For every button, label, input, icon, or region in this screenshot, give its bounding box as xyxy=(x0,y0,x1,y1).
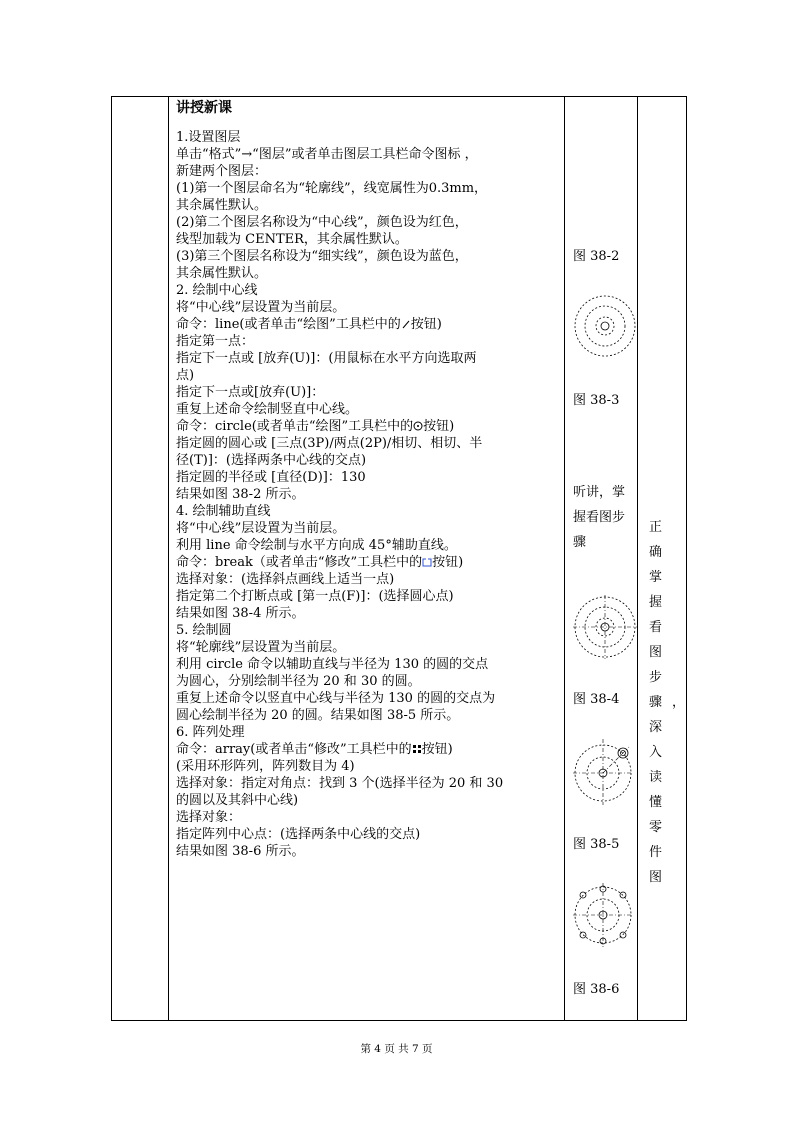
content-line xyxy=(176,741,565,758)
content-line: 重复上述命令以竖直中心线与半径为 130 的圆的交点为 xyxy=(176,691,496,706)
student-activity xyxy=(573,480,635,555)
content-line xyxy=(176,316,565,333)
content-line: 其余属性默认。 xyxy=(176,198,268,213)
line-tool-icon xyxy=(401,319,411,329)
content-line: 线型加载为 CENTER，其余属性默认。 xyxy=(176,232,408,247)
content-line: (2)第二个图层名称设为“中心线”，颜色设为红色， xyxy=(176,215,468,230)
column-divider xyxy=(637,97,638,1020)
content-text: 按钮) xyxy=(410,317,442,332)
content-line: 结果如图 38-4 所示。 xyxy=(176,606,305,621)
objective-line: 图 xyxy=(649,870,673,885)
break-tool-icon xyxy=(422,557,432,567)
content-line: 结果如图 38-6 所示。 xyxy=(176,844,305,859)
content-text: 命令：circle(或者单击“绘图”工具栏中的 xyxy=(176,419,414,434)
content-line: 6. 阵列处理 xyxy=(176,725,245,740)
column-divider xyxy=(168,97,169,1020)
content-line: 1.设置图层 xyxy=(176,130,241,145)
objective-text xyxy=(649,515,696,890)
content-line: 利用 circle 命令以辅助直线与半径为 130 的圆的交点 xyxy=(176,657,489,672)
content-text: 按钮) xyxy=(421,742,453,757)
figure-label: 图 38-2 xyxy=(573,249,620,264)
content-line: 重复上述命令绘制竖直中心线。 xyxy=(176,402,359,417)
content-line: 结果如图 38-2 所示。 xyxy=(176,487,305,502)
content-text: 命令：line(或者单击“绘图”工具栏中的 xyxy=(176,317,401,332)
content-line: 5. 绘制圆 xyxy=(176,623,232,638)
figure-38-5-drawing xyxy=(573,882,637,948)
content-line: 指定第二个打断点或 [第一点(F)]：(选择圆心点) xyxy=(176,589,454,604)
activity-line: 握看图步 xyxy=(573,510,626,525)
content-line: 4. 绘制辅助直线 xyxy=(176,504,271,519)
content-line: 指定下一点或 [放弃(U)]：(用鼠标在水平方向选取两 xyxy=(176,351,477,366)
objective-line: 深入 xyxy=(649,720,673,760)
content-line: (采用环形阵列，阵列数目为 4) xyxy=(176,759,355,774)
content-line: 指定下一点或[放弃(U)]： xyxy=(176,385,325,400)
content-line: 指定圆的圆心或 [三点(3P)/两点(2P)/相切、相切、半 xyxy=(176,436,483,451)
activity-line: 骤 xyxy=(573,535,587,550)
content-text: 按钮) xyxy=(423,419,455,434)
content-line: 选择对象：指定对角点：找到 3 个(选择半径为 20 和 30 xyxy=(176,776,504,791)
content-line: 将“中心线”层设置为当前层。 xyxy=(176,300,346,315)
objective-line: 掌握 xyxy=(649,570,673,610)
content-line: (1)第一个图层命名为“轮廓线”，线宽属性为0.3mm， xyxy=(176,181,488,196)
content-line: 利用 line 命令绘制与水平方向成 45°辅助直线。 xyxy=(176,538,457,553)
teaching-content xyxy=(173,97,565,860)
content-line: 将“轮廓线”层设置为当前层。 xyxy=(176,640,346,655)
content-text: 命令：array(或者单击“修改”工具栏中的 xyxy=(176,742,412,757)
content-line: 径(T)]：(选择两条中心线的交点) xyxy=(176,453,367,468)
content-text: 命令：break（或者单击“修改”工具栏中的 xyxy=(176,555,423,570)
section-heading: 讲授新课 xyxy=(176,100,232,116)
content-line: 指定圆的半径或 [直径(D)]：130 xyxy=(176,470,366,485)
content-line: 圆心绘制半径为 20 的圆。结果如图 38-5 所示。 xyxy=(176,708,460,723)
figure-38-4-drawing xyxy=(573,737,637,805)
content-line: 将“中心线”层设置为当前层。 xyxy=(176,521,346,536)
objective-line: 正确 xyxy=(649,520,673,560)
content-line: 选择对象：(选择斜点画线上适当一点) xyxy=(176,572,395,587)
content-line: 指定第一点： xyxy=(176,334,255,349)
content-text: 按钮) xyxy=(432,555,464,570)
content-line: 新建两个图层： xyxy=(176,164,268,179)
objective-line: 步 xyxy=(649,670,673,685)
figure-label: 图 38-3 xyxy=(573,393,620,408)
content-line: 其余属性默认。 xyxy=(176,266,268,281)
content-line: 指定阵列中心点：(选择两条中心线的交点) xyxy=(176,827,421,842)
activity-line: 听讲，掌 xyxy=(573,485,626,500)
array-tool-icon xyxy=(412,744,422,754)
figure-label: 图 38-6 xyxy=(573,982,620,997)
content-line: 选择对象： xyxy=(176,810,242,825)
content-line: 点) xyxy=(176,368,195,383)
page-footer: 第 4 页 共 7 页 xyxy=(360,1043,433,1055)
content-line xyxy=(176,554,565,571)
lesson-table xyxy=(111,96,696,1021)
figure-label: 图 38-4 xyxy=(573,692,620,707)
objective-line: 看图 xyxy=(649,620,673,660)
content-line xyxy=(176,418,565,435)
objective-line: 骤， xyxy=(649,695,696,710)
content-line: (3)第三个图层名称设为“细实线”，颜色设为蓝色， xyxy=(176,249,468,264)
figure-label: 图 38-5 xyxy=(573,837,620,852)
content-line: 单击“格式”→“图层”或者单击图层工具栏命令图标 ， xyxy=(176,147,478,162)
objective-line: 读懂 xyxy=(649,770,673,810)
figure-38-3-drawing xyxy=(573,594,637,660)
objective-line: 零件 xyxy=(649,820,673,860)
content-line: 2. 绘制中心线 xyxy=(176,283,258,298)
circle-tool-icon xyxy=(413,421,423,431)
content-line: 为圆心，分别绘制半径为 20 和 30 的圆。 xyxy=(176,674,421,689)
figure-38-2-drawing xyxy=(573,293,637,359)
content-line: 的圆以及其斜中心线) xyxy=(176,793,299,808)
